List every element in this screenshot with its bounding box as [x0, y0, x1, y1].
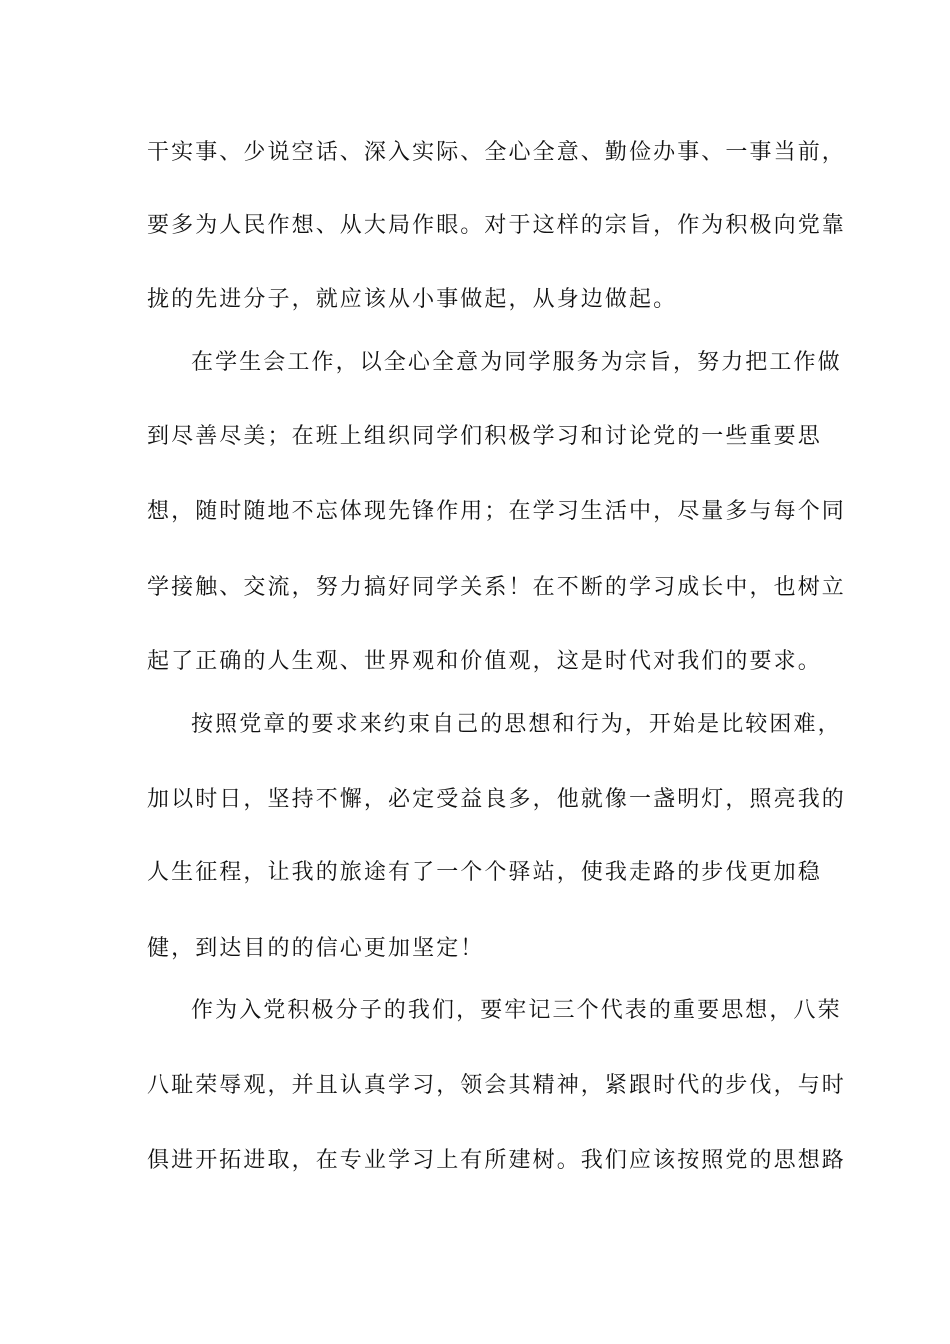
- text-line-10: 加以时日，坚持不懈，必定受益良多，他就像一盏明灯，照亮我的: [147, 787, 846, 812]
- text-line-3: 拢的先进分子，就应该从小事做起，从身边做起。: [147, 287, 678, 312]
- text-line-2: 要多为人民作想、从大局作眼。对于这样的宗旨，作为积极向党靠: [147, 213, 846, 238]
- text-line-4: 在学生会工作，以全心全意为同学服务为宗旨，努力把工作做: [191, 350, 842, 375]
- text-line-5: 到尽善尽美；在班上组织同学们积极学习和讨论党的一些重要思: [147, 424, 822, 449]
- text-line-14: 八耻荣辱观，并且认真学习，领会其精神，紧跟时代的步伐，与时: [147, 1073, 846, 1098]
- text-line-1: 干实事、少说空话、深入实际、全心全意、勤俭办事、一事当前，: [147, 140, 846, 165]
- text-line-9: 按照党章的要求来约束自己的思想和行为，开始是比较困难，: [191, 712, 842, 737]
- text-line-13: 作为入党积极分子的我们，要牢记三个代表的重要思想，八荣: [191, 998, 842, 1023]
- text-line-7: 学接触、交流，努力搞好同学关系！在不断的学习成长中，也树立: [147, 575, 846, 600]
- text-line-6: 想，随时随地不忘体现先锋作用；在学习生活中，尽量多与每个同: [147, 499, 846, 524]
- text-line-15: 俱进开拓进取，在专业学习上有所建树。我们应该按照党的思想路: [147, 1148, 846, 1173]
- text-line-12: 健，到达目的的信心更加坚定！: [147, 936, 485, 961]
- text-line-11: 人生征程，让我的旅途有了一个个驿站，使我走路的步伐更加稳: [147, 860, 822, 885]
- text-line-8: 起了正确的人生观、世界观和价值观，这是时代对我们的要求。: [147, 649, 822, 674]
